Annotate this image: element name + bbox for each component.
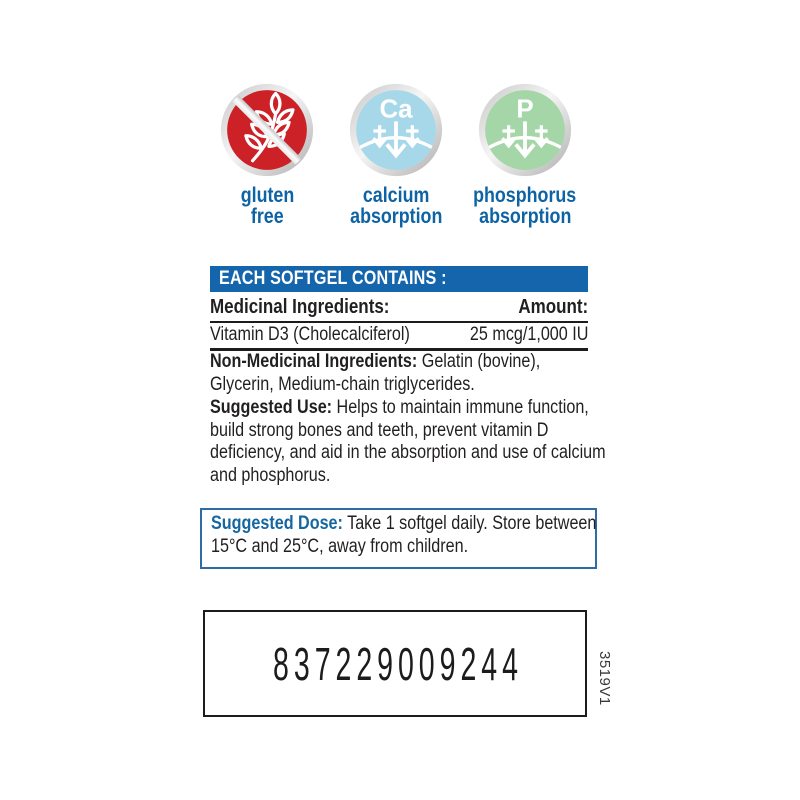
calcium-absorption-icon: [348, 82, 444, 178]
badge-phosphorus-absorption: [461, 82, 589, 227]
phosphorus-absorption-icon: [477, 82, 573, 178]
badge-label-calcium: [342, 185, 451, 227]
ingredient-amount: 25 mcg/1,000 IU: [469, 324, 588, 345]
badge-label-phosphorus: [464, 185, 585, 227]
suggested-use-label: Suggested Use:: [210, 397, 333, 418]
barcode-box: [203, 610, 587, 717]
suggested-use-text: Helps to maintain immune function,: [332, 397, 589, 418]
barcode-number: 837229009244: [272, 637, 523, 690]
table-header-row: [210, 296, 588, 323]
badge-label-line: absorption: [478, 205, 572, 228]
paragraph-line: [211, 513, 595, 536]
suggested-dose-box: [200, 508, 597, 569]
paragraph-line: [210, 397, 600, 420]
ingredients-column-header: Medicinal Ingredients:: [210, 296, 390, 318]
phosphorus-symbol: P: [516, 95, 534, 124]
badge-label-line: absorption: [349, 205, 443, 228]
badge-row: [203, 82, 589, 227]
paragraph-line: Glycerin, Medium-chain triglycerides.: [210, 373, 475, 395]
gluten-free-icon: [219, 82, 315, 178]
badge-calcium-absorption: [332, 82, 460, 227]
contains-header-bar: [210, 266, 588, 292]
calcium-symbol: Ca: [379, 95, 413, 124]
non-medicinal-paragraph: [210, 351, 600, 396]
amount-column-header: Amount:: [518, 296, 588, 318]
paragraph-line: and phosphorus.: [210, 464, 331, 486]
badge-gluten-free: [203, 82, 331, 227]
ingredients-table: [210, 296, 588, 351]
non-medicinal-label: Non-Medicinal Ingredients:: [210, 351, 418, 372]
paragraph-line: build strong bones and teeth, prevent vitamin D: [210, 419, 549, 441]
side-version-code: 3519V1: [596, 651, 613, 706]
suggested-use-paragraph: [210, 397, 606, 487]
ingredient-name: Vitamin D3 (Cholecalciferol): [210, 324, 410, 345]
badge-label-gluten-free: [236, 185, 299, 227]
badge-label-line: calcium: [362, 184, 430, 207]
table-row: [210, 323, 588, 351]
non-medicinal-text: Gelatin (bovine),: [417, 351, 541, 372]
badge-label-line: free: [250, 205, 284, 228]
suggested-dose-text: Take 1 softgel daily. Store between: [342, 513, 597, 534]
contains-header-text: EACH SOFTGEL CONTAINS :: [219, 268, 447, 289]
badge-label-line: phosphorus: [473, 184, 577, 207]
paragraph-line: deficiency, and aid in the absorption and use of calcium: [210, 442, 606, 463]
paragraph-line: [210, 351, 600, 374]
suggested-dose-label: Suggested Dose:: [211, 513, 343, 534]
badge-label-line: gluten: [240, 184, 294, 207]
paragraph-line: 15°C and 25°C, away from children.: [211, 535, 469, 557]
